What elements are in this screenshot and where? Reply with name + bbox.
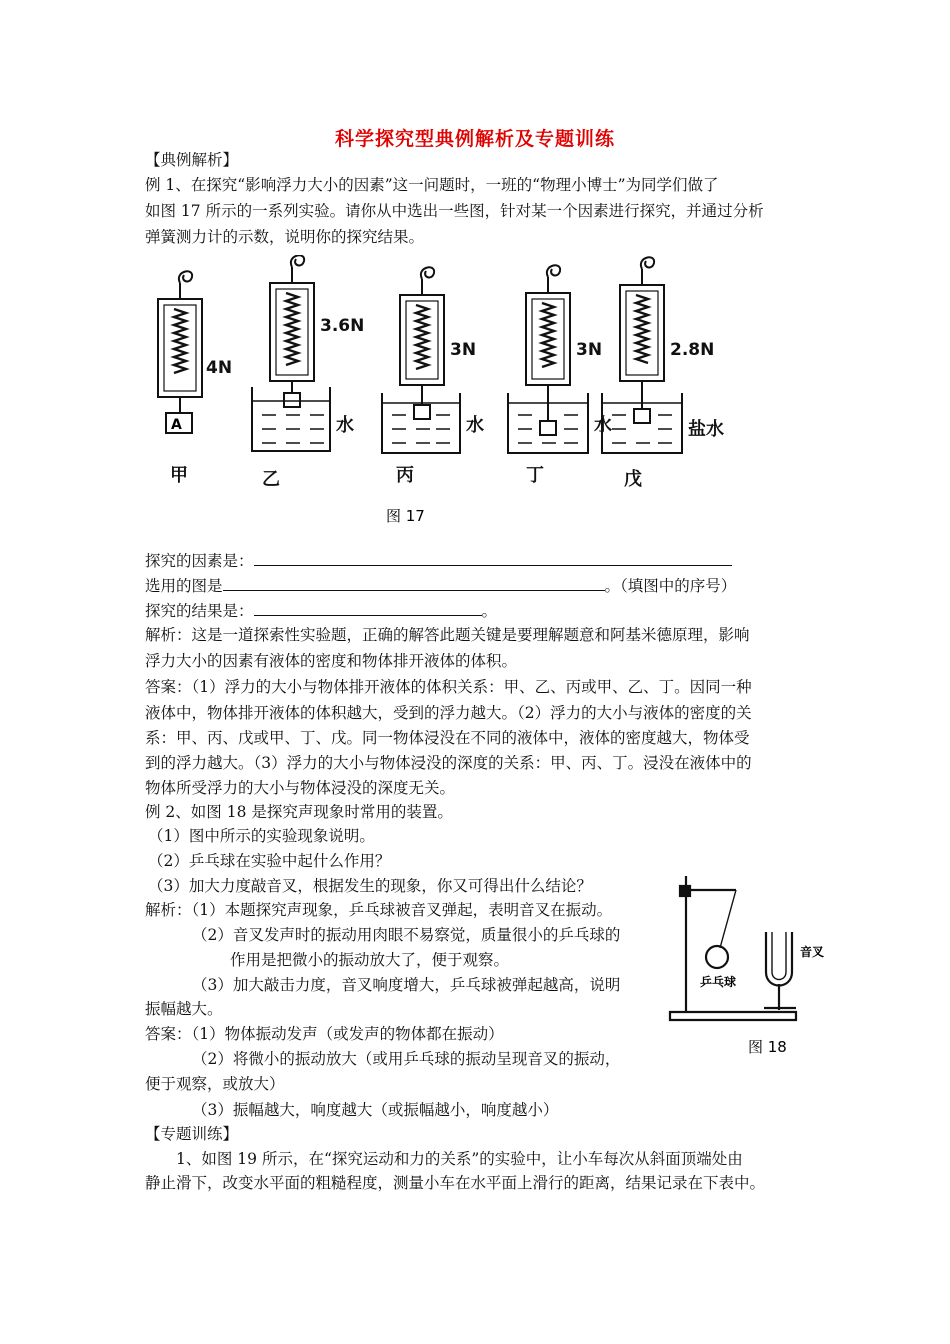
blank-result (145, 600, 497, 622)
thread (720, 890, 736, 948)
fork-label: 音叉 (800, 945, 825, 959)
figure-17 (140, 255, 740, 535)
reading-yi: 3.6N (320, 316, 365, 336)
analysis2-text: （3）加大敲击力度，音叉响度增大，乒乓球被弹起越高，说明 (192, 976, 621, 994)
figure-18-caption: 图 18 (748, 1038, 787, 1056)
spring-scale-yi (252, 255, 330, 451)
blank-figures (145, 575, 736, 597)
training1-text: 1、如图 19 所示，在“探究运动和力的关系”的实验中，让小车每次从斜面顶端处由 (176, 1150, 743, 1168)
answer1-text: 到的浮力越大。（3）浮力的大小与物体浸没的深度的关系：甲、丙、丁。浸没在液体中的 (145, 754, 752, 772)
example1-text: 如图 17 所示的一系列实验。请你从中选出一些图，针对某一个因素进行探究，并通过分析 (145, 202, 764, 220)
example2-question: （3）加大力度敲音叉，根据发生的现象，你又可得出什么结论？ (148, 877, 592, 895)
blank-factor-label: 探究的因素是： (145, 552, 254, 570)
blank-factor (145, 550, 732, 572)
block-label: A (171, 417, 182, 433)
example1-text: 例 1、在探究“影响浮力大小的因素”这一问题时，一班的“物理小博士”为同学们做了 (145, 176, 719, 194)
liquid-label-bing: 水 (466, 415, 484, 436)
liquid-label-yi: 水 (336, 415, 354, 436)
liquid-label-wu: 盐水 (688, 419, 724, 440)
reading-bing: 3N (450, 340, 477, 360)
spring-scale-jia (158, 271, 202, 433)
example2-intro: 例 2、如图 18 是探究声现象时常用的装置。 (145, 803, 453, 821)
analysis1-text: 解析：这是一道探索性实验题，正确的解答此题关键是要理解题意和阿基米德原理，影响 (145, 626, 750, 644)
section-heading-examples: 【典例解析】 (145, 151, 239, 169)
blank-figures-label: 选用的图是 (145, 577, 223, 595)
blank-result-input[interactable] (254, 600, 482, 616)
spring-scale-bing (382, 267, 460, 453)
ball-label: 乒乓球 (700, 975, 737, 989)
figure-name-wu: 戊 (624, 469, 642, 490)
stand-base (670, 1012, 796, 1020)
reading-ding: 3N (576, 340, 603, 360)
analysis2-text: （2）音叉发声时的振动用肉眼不易察觉，质量很小的乒乓球的 (192, 926, 621, 944)
example1-text: 弹簧测力计的示数，说明你的探究结果。 (145, 228, 425, 246)
blank-factor-input[interactable] (254, 550, 732, 566)
answer2-text: 答案：（1）物体振动发声（或发声的物体都在振动） (145, 1025, 504, 1043)
ping-pong-ball (706, 946, 728, 968)
reading-jia: 4N (206, 358, 233, 378)
analysis1-text: 浮力大小的因素有液体的密度和物体排开液体的体积。 (145, 652, 518, 670)
blank-figures-input[interactable] (223, 575, 605, 591)
analysis2-text: 振幅越大。 (145, 1000, 223, 1018)
analysis2-text: 作用是把微小的振动放大了，便于观察。 (230, 951, 510, 969)
figure-17-caption: 图 17 (386, 507, 425, 525)
figure-name-jia: 甲 (170, 465, 188, 486)
answer2-text: （2）将微小的振动放大（或用乒乓球的振动呈现音叉的振动， (192, 1050, 621, 1068)
example2-question: （1）图中所示的实验现象说明。 (148, 827, 375, 845)
figure-18 (660, 862, 850, 1062)
answer1-text: 物体所受浮力的大小与物体浸没的深度无关。 (145, 779, 456, 797)
figure-name-ding: 丁 (526, 465, 544, 486)
answer2-text: （3）振幅越大，响度越大（或振幅越小，响度越小） (192, 1101, 559, 1119)
tuning-fork (766, 932, 792, 986)
reading-wu: 2.8N (670, 340, 715, 360)
section-heading-training: 【专题训练】 (145, 1125, 239, 1143)
blank-result-period: 。 (481, 602, 498, 620)
figure-name-yi: 乙 (262, 469, 280, 490)
liquid-label-ding: 水 (594, 415, 612, 436)
answer1-text: 液体中，物体排开液体的体积越大，受到的浮力越大。（2）浮力的大小与液体的密度的关 (145, 704, 752, 722)
answer2-text: 便于观察，或放大） (145, 1075, 285, 1093)
blank-figures-hint: 。（填图中的序号） (604, 577, 737, 595)
training1-text: 静止滑下，改变水平面的粗糙程度，测量小车在水平面上滑行的距离，结果记录在下表中。 (145, 1174, 766, 1192)
blank-result-label: 探究的结果是： (145, 602, 254, 620)
answer1-text: 答案：（1）浮力的大小与物体排开液体的体积关系：甲、乙、丙或甲、乙、丁。因同一种 (145, 678, 752, 696)
figure-name-bing: 丙 (396, 465, 414, 486)
analysis2-text: 解析：（1）本题探究声现象，乒乓球被音叉弹起，表明音叉在振动。 (145, 901, 613, 919)
answer1-text: 系：甲、丙、戊或甲、丁、戊。同一物体浸没在不同的液体中，液体的密度越大，物体受 (145, 729, 750, 747)
example2-question: （2）乒乓球在实验中起什么作用？ (148, 852, 391, 870)
page-title: 科学探究型典例解析及专题训练 (334, 128, 615, 150)
